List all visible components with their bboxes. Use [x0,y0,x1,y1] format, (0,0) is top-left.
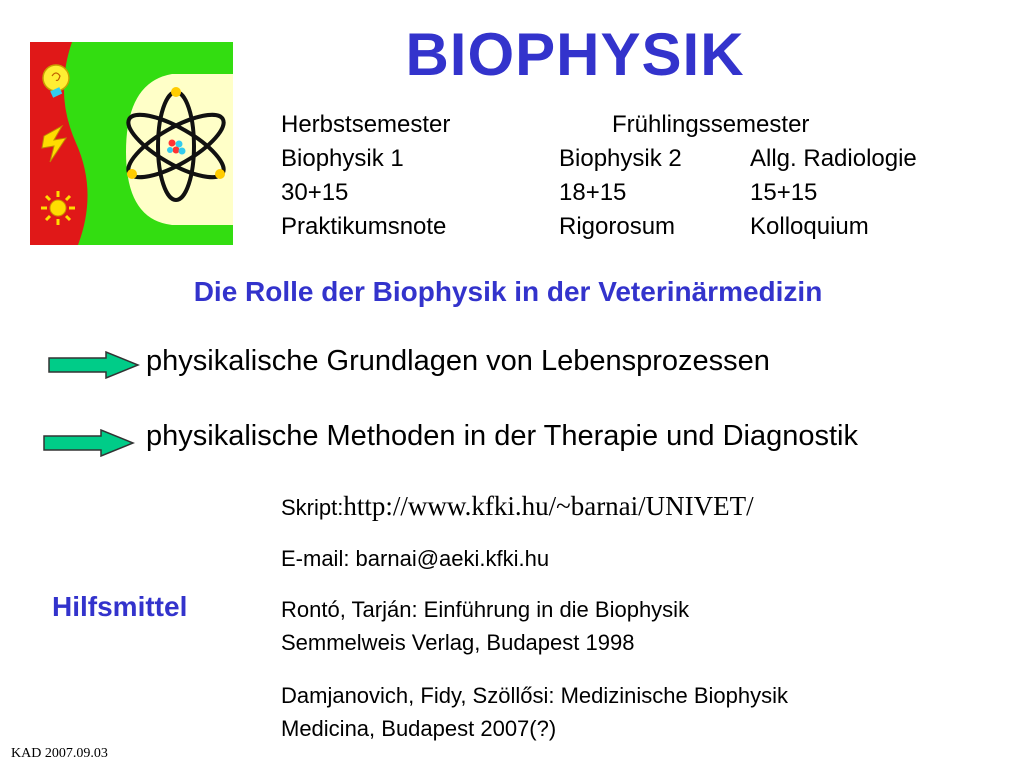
book1-title: Rontó, Tarján: Einführung in die Biophysik [281,597,690,622]
page-title: BIOPHYSIK [405,21,745,88]
atom-logo [30,42,233,245]
hilfsmittel-label: Hilfsmittel [52,591,188,622]
book2-title: Damjanovich, Fidy, Szöllősi: Medizinische Biophysik [281,683,789,708]
sun-icon [41,191,75,225]
fruehlingssemester-heading: Frühlingssemester [612,111,810,138]
course-name-1: Biophysik 1 [281,145,404,172]
arrow-right-icon [43,429,135,457]
skript-url-link[interactable]: http://www.kfki.hu/~barnai/UNIVET/ [343,491,754,521]
book1-publisher: Semmelweis Verlag, Budapest 1998 [281,630,635,655]
course-hours-2: 18+15 [559,179,627,206]
skript-line [281,491,754,523]
course-name-3: Allg. Radiologie [750,145,917,172]
arrow-right-icon [48,351,140,379]
skript-label: Skript: [281,495,344,520]
slide-subtitle: Die Rolle der Biophysik in der Veterinärmedizin [193,276,823,307]
course-exam-1: Praktikumsnote [281,213,447,240]
bullet-point-2: physikalische Methoden in der Therapie und Diagnostik [146,420,859,452]
course-exam-2: Rigorosum [559,213,676,240]
footer-date: KAD 2007.09.03 [11,746,108,761]
bullet-point-1: physikalische Grundlagen von Lebensprozessen [146,345,770,377]
herbstsemester-heading: Herbstsemester [281,111,451,138]
course-hours-1: 30+15 [281,179,349,206]
course-hours-3: 15+15 [750,179,818,206]
course-exam-3: Kolloquium [750,213,869,240]
email-line: E-mail: barnai@aeki.kfki.hu [281,546,550,571]
book2-publisher: Medicina, Budapest 2007(?) [281,716,557,741]
course-name-2: Biophysik 2 [559,145,682,172]
